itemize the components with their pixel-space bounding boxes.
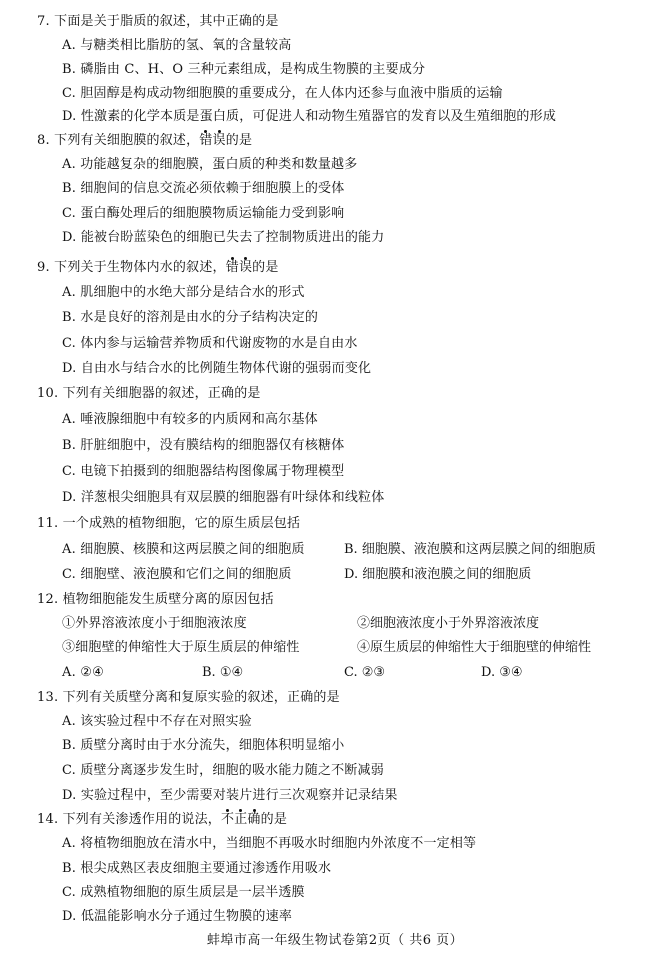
question-9-option-a: A. 肌细胞中的水绝大部分是结合水的形式 [62, 285, 305, 300]
emphasis-mark: 确 [247, 812, 261, 827]
question-7-option-b: B. 磷脂由 C、H、O 三种元素组成，是构成生物膜的主要成分 [62, 62, 426, 77]
question-9-stem-tail: 的是 [252, 260, 279, 275]
question-11-option-c: C. 细胞壁、液泡膜和它们之间的细胞质 [62, 567, 292, 582]
question-12-statement-3: ③细胞壁的伸缩性大于原生质层的伸缩性 [62, 640, 300, 655]
question-7-option-a: A. 与糖类相比脂肪的氢、氧的含量较高 [62, 38, 292, 53]
question-10-stem: 10. 下列有关细胞器的叙述，正确的是 [37, 386, 261, 401]
emphasis-mark: 错 [199, 133, 213, 148]
question-14-stem-text: 14. 下列有关渗透作用的说法， [37, 812, 222, 827]
question-12-option-b: B. ①④ [202, 665, 244, 680]
question-7-option-d: D. 性激素的化学本质是蛋白质，可促进人和动物生殖器官的发育以及生殖细胞的形成 [62, 109, 557, 124]
page-footer: 蚌埠市高一年级生物试卷第2页（ 共6 页） [206, 933, 464, 948]
emphasis-mark: 误 [212, 133, 226, 148]
question-9-stem [37, 259, 279, 277]
question-14-option-a: A. 将植物细胞放在清水中，当细胞不再吸水时细胞内外浓度不一定相等 [62, 836, 477, 851]
question-13-stem: 13. 下列有关质壁分离和复原实验的叙述，正确的是 [37, 690, 340, 705]
emphasis-mark: 误 [238, 260, 253, 275]
question-8-option-c: C. 蛋白酶处理后的细胞膜物质运输能力受到影响 [62, 206, 345, 221]
question-7-option-c: C. 胆固醇是构成动物细胞膜的重要成分，在人体内还参与血液中脂质的运输 [62, 86, 503, 101]
question-9-stem-text: 9. 下列关于生物体内水的叙述， [37, 260, 226, 275]
question-14-stem [37, 811, 287, 829]
question-14-option-c: C. 成熟植物细胞的原生质层是一层半透膜 [62, 885, 305, 900]
question-8-stem-tail: 的是 [225, 133, 253, 148]
question-11-option-d: D. 细胞膜和液泡膜之间的细胞质 [344, 567, 532, 582]
question-12-stem: 12. 植物细胞能发生质壁分离的原因包括 [37, 592, 274, 607]
question-12-statement-1: ①外界溶液浓度小于细胞液浓度 [62, 616, 247, 631]
question-8-option-d: D. 能被台盼蓝染色的细胞已失去了控制物质进出的能力 [62, 230, 385, 245]
question-11-option-b: B. 细胞膜、液泡膜和这两层膜之间的细胞质 [344, 542, 596, 557]
question-14-option-d: D. 低温能影响水分子通过生物膜的速率 [62, 909, 293, 924]
question-9-option-b: B. 水是良好的溶剂是由水的分子结构决定的 [62, 310, 319, 325]
question-10-option-c: C. 电镜下拍摄到的细胞器结构图像属于物理模型 [62, 464, 345, 479]
question-11-option-a: A. 细胞膜、核膜和这两层膜之间的细胞质 [62, 542, 305, 557]
question-13-option-b: B. 质壁分离时由于水分流失，细胞体积明显缩小 [62, 738, 345, 753]
question-12-option-d: D. ③④ [481, 665, 523, 680]
question-8-option-b: B. 细胞间的信息交流必须依赖于细胞膜上的受体 [62, 181, 345, 196]
question-12-option-c: C. ②③ [344, 665, 386, 680]
question-8-stem [37, 132, 252, 150]
question-10-option-a: A. 唾液腺细胞中有较多的内质网和高尔基体 [62, 412, 318, 427]
question-13-option-a: A. 该实验过程中不存在对照实验 [62, 714, 252, 729]
emphasis-mark: 正 [234, 812, 248, 827]
question-8-option-a: A. 功能越复杂的细胞膜，蛋白质的种类和数量越多 [62, 157, 358, 172]
question-7-stem: 7. 下面是关于脂质的叙述，其中正确的是 [37, 14, 279, 29]
question-13-option-c: C. 质壁分离逐步发生时，细胞的吸水能力随之不断减弱 [62, 763, 384, 778]
question-12-option-a: A. ②④ [62, 665, 104, 680]
question-8-stem-text: 8. 下列有关细胞膜的叙述， [37, 133, 200, 148]
question-14-stem-tail: 的是 [260, 812, 288, 827]
question-9-option-d: D. 自由水与结合水的比例随生物体代谢的强弱而变化 [62, 361, 372, 376]
question-10-option-b: B. 肝脏细胞中，没有膜结构的细胞器仅有核糖体 [62, 438, 345, 453]
question-11-stem: 11. 一个成熟的植物细胞，它的原生质层包括 [37, 516, 301, 531]
emphasis-mark: 不 [221, 812, 235, 827]
emphasis-mark: 错 [225, 260, 239, 275]
question-12-statement-2: ②细胞液浓度小于外界溶液浓度 [357, 616, 540, 631]
question-10-option-d: D. 洋葱根尖细胞具有双层膜的细胞器有叶绿体和线粒体 [62, 490, 385, 505]
question-9-option-c: C. 体内参与运输营养物质和代谢废物的水是自由水 [62, 336, 358, 351]
question-14-option-b: B. 根尖成熟区表皮细胞主要通过渗透作用吸水 [62, 861, 332, 876]
question-12-statement-4: ④原生质层的伸缩性大于细胞壁的伸缩性 [357, 640, 592, 655]
question-13-option-d: D. 实验过程中，至少需要对装片进行三次观察并记录结果 [62, 788, 398, 803]
